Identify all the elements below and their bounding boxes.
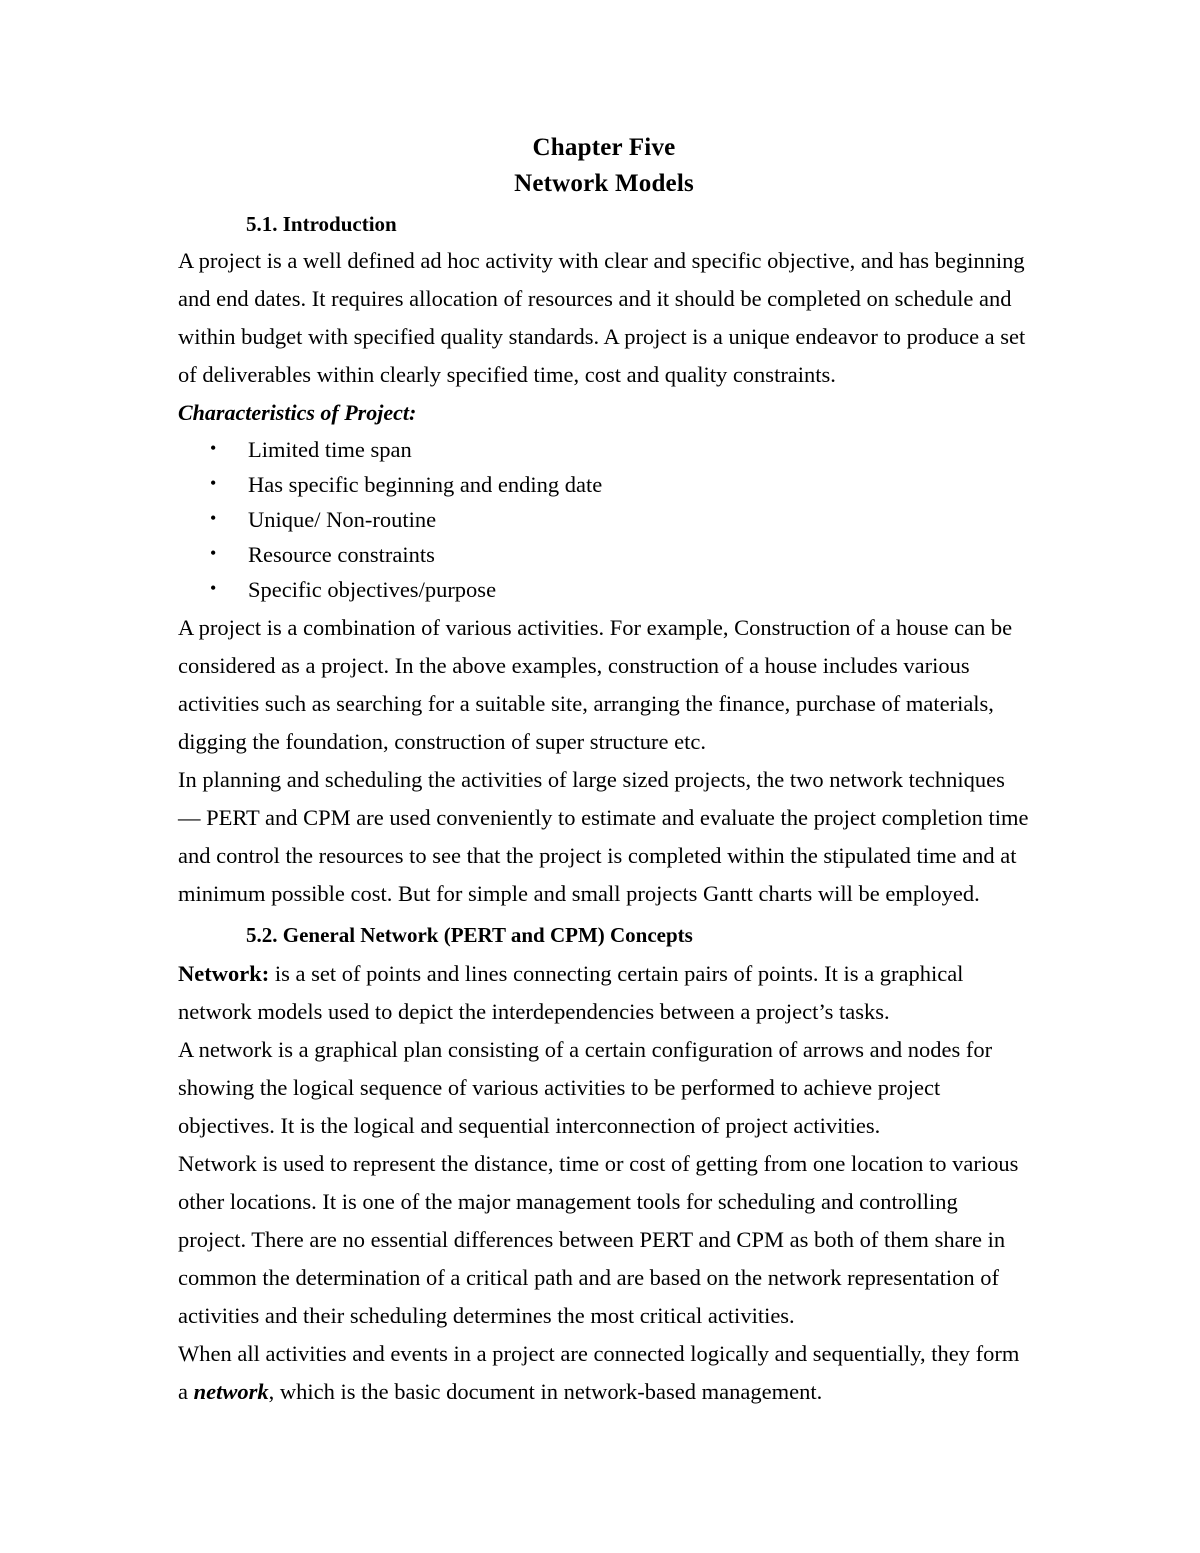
- chapter-title-line-2: Network Models: [514, 170, 694, 197]
- list-item: • Limited time span: [178, 432, 1030, 467]
- network-definition-label: Network:: [178, 961, 270, 986]
- characteristics-heading: Characteristics of Project:: [178, 400, 417, 425]
- network-emphasis: network: [193, 1379, 269, 1404]
- final-paragraph-part-1: When all activities and events in a project are connected logically and sequentially, they form a: [178, 1341, 1020, 1404]
- planning-paragraph: In planning and scheduling the activities of large sized projects, the two network techniques — PERT and CPM are used conveniently to estimate and evaluate the project completion time and control the resources to see that the project is completed within the stipulated time and at minimum possible cost. But for simple and small projects Gantt charts will be employed.: [178, 767, 1029, 906]
- list-item: • Unique/ Non-routine: [178, 502, 1030, 537]
- chapter-title-line-1: Chapter Five: [532, 134, 676, 161]
- section-heading-5-1: 5.1. Introduction: [246, 212, 397, 236]
- network-use-paragraph: Network is used to represent the distance, time or cost of getting from one location to various other locations. It is one of the major management tools for scheduling and controlling project. There are no essential differences between PERT and CPM as both of them share in common the determination of a critical path and are based on the network representation of activities and their scheduling determines the most critical activities.: [178, 1151, 1019, 1328]
- final-paragraph: [178, 1335, 1030, 1411]
- example-paragraph: A project is a combination of various activities. For example, Construction of a house can be considered as a project. In the above examples, construction of a house includes various activities such as searching for a suitable site, arranging the finance, purchase of materials, digging the foundation, construction of super structure etc.: [178, 615, 1013, 754]
- list-item: • Has specific beginning and ending date: [178, 467, 1030, 502]
- network-definition-text: is a set of points and lines connecting certain pairs of points. It is a graphical network models used to depict the interdependencies between a project’s tasks.: [178, 961, 964, 1024]
- network-plan-paragraph: A network is a graphical plan consisting of a certain configuration of arrows and nodes for showing the logical sequence of various activities to be performed to achieve project objectives. It is the logical and sequential interconnection of project activities.: [178, 1037, 993, 1138]
- section-heading-5-2: 5.2. General Network (PERT and CPM) Concepts: [246, 923, 693, 947]
- network-definition-paragraph: [178, 955, 1030, 1031]
- characteristics-list: [178, 432, 1030, 607]
- final-paragraph-part-2: , which is the basic document in network-based management.: [268, 1379, 823, 1404]
- intro-paragraph: A project is a well defined ad hoc activity with clear and specific objective, and has beginning and end dates. It requires allocation of resources and it should be completed on schedule and within budget with specified quality standards. A project is a unique endeavor to produce a set of deliverables within clearly specified time, cost and quality constraints.: [178, 248, 1026, 387]
- list-item: • Resource constraints: [178, 537, 1030, 572]
- list-item: • Specific objectives/purpose: [178, 572, 1030, 607]
